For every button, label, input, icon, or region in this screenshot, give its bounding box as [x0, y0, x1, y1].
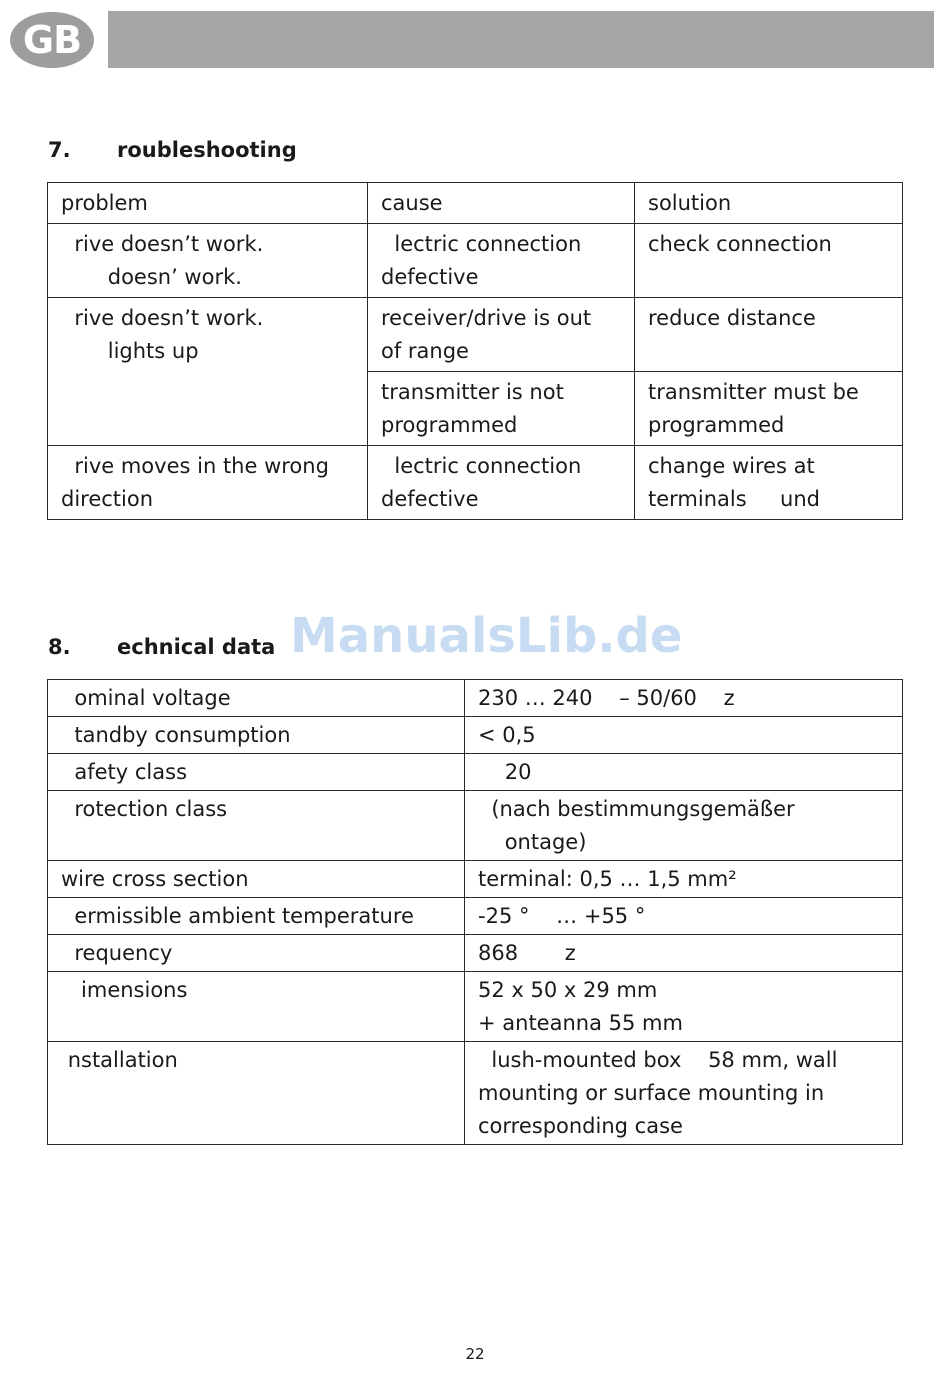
cause-cell: receiver/drive is out of range [368, 298, 635, 372]
spec-label: wire cross section [48, 861, 465, 898]
table-row [48, 972, 903, 1042]
troubleshooting-table [47, 182, 903, 520]
solution-cell: transmitter must be programmed [635, 372, 903, 446]
cause-cell: lectric connection defective [368, 446, 635, 520]
table-row [48, 754, 903, 791]
section-title: echnical data [117, 635, 276, 659]
table-row [48, 446, 903, 520]
spec-value: 868 z [465, 935, 903, 972]
section-heading-technical-data [48, 635, 275, 659]
table-header-row [48, 183, 903, 224]
spec-label: imensions [48, 972, 465, 1042]
table-row [48, 935, 903, 972]
spec-value: 20 [465, 754, 903, 791]
spec-value: -25 ° … +55 ° [465, 898, 903, 935]
table-row [48, 680, 903, 717]
header-bar [108, 11, 934, 68]
spec-label: ominal voltage [48, 680, 465, 717]
spec-label: ermissible ambient temperature [48, 898, 465, 935]
header-cell-problem: problem [48, 183, 368, 224]
problem-cell: rive doesn’t work. doesn’ work. [48, 224, 368, 298]
cause-cell: lectric connection defective [368, 224, 635, 298]
badge-label: GB [22, 18, 82, 62]
spec-label: tandby consumption [48, 717, 465, 754]
table-row [48, 298, 903, 372]
spec-label: rotection class [48, 791, 465, 861]
spec-label: nstallation [48, 1042, 465, 1145]
spec-value: 230 … 240 – 50/60 z [465, 680, 903, 717]
table-row [48, 224, 903, 298]
solution-cell: change wires at terminals und [635, 446, 903, 520]
table-row [48, 1042, 903, 1145]
solution-cell: reduce distance [635, 298, 903, 372]
header-cell-cause: cause [368, 183, 635, 224]
table-row [48, 791, 903, 861]
table-row [48, 861, 903, 898]
spec-value: terminal: 0,5 … 1,5 mm² [465, 861, 903, 898]
watermark: ManualsLib.de [290, 608, 683, 664]
section-heading-troubleshooting [48, 138, 297, 162]
cause-cell: transmitter is not programmed [368, 372, 635, 446]
spec-label: afety class [48, 754, 465, 791]
section-number: 7. [48, 138, 71, 162]
spec-label: requency [48, 935, 465, 972]
problem-cell: rive doesn’t work. lights up [48, 298, 368, 446]
header-cell-solution: solution [635, 183, 903, 224]
page-number: 22 [465, 1345, 485, 1363]
table-row [48, 717, 903, 754]
spec-value: (nach bestimmungsgemäßer ontage) [465, 791, 903, 861]
spec-value: lush-mounted box 58 mm, wall mounting or surface mounting in corresponding case [465, 1042, 903, 1145]
spec-value: 52 x 50 x 29 mm + anteanna 55 mm [465, 972, 903, 1042]
table-row [48, 898, 903, 935]
technical-data-table [47, 679, 903, 1145]
problem-cell: rive moves in the wrong direction [48, 446, 368, 520]
spec-value: < 0,5 [465, 717, 903, 754]
section-number: 8. [48, 635, 71, 659]
solution-cell: check connection [635, 224, 903, 298]
country-badge [10, 12, 94, 68]
section-title: roubleshooting [117, 138, 297, 162]
